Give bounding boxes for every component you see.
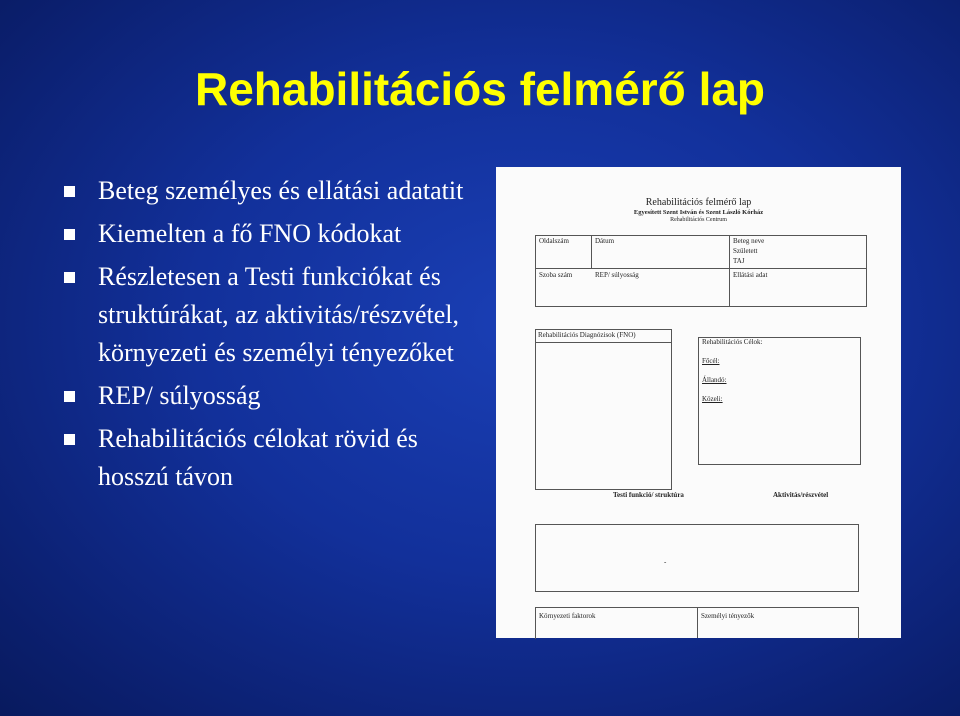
- divider: [535, 268, 866, 269]
- function-activity-box: [535, 524, 859, 592]
- szoba-szam-label: Szoba szám: [539, 271, 573, 279]
- divider: [697, 607, 698, 638]
- bullet-item: [62, 172, 482, 210]
- bullet-item: [62, 377, 482, 415]
- bullet-list: [62, 172, 482, 501]
- divider: [591, 235, 592, 269]
- taj-label: TAJ: [733, 257, 745, 265]
- bullet-item: [62, 420, 482, 496]
- bullet-item: [62, 215, 482, 253]
- kornyezeti-label: Környezeti faktorok: [539, 612, 596, 620]
- beteg-neve-label: Beteg neve: [733, 237, 765, 245]
- form-title: Rehabilitációs felmérő lap: [645, 197, 752, 208]
- szemelyi-label: Személyi tényezők: [701, 612, 755, 620]
- datum-label: Dátum: [595, 237, 615, 245]
- rep-sulyossag-label: REP/ súlyosság: [595, 271, 639, 279]
- aktivitas-label: Aktivitás/részvétel: [773, 491, 829, 499]
- kozeli-label: Közeli:: [702, 395, 723, 403]
- ellatasi-adat-label: Ellátási adat: [733, 271, 768, 279]
- square-bullet-icon: [64, 391, 75, 402]
- form-department: Rehabilitációs Centrum: [670, 217, 727, 223]
- focel-label: Főcél:: [702, 357, 720, 365]
- diagnosis-label: Rehabilitációs Diagnózisok (FNO): [538, 331, 636, 339]
- bullet-text: Kiemelten a fő FNO kódokat: [98, 219, 402, 248]
- goals-label: Rehabilitációs Célok:: [702, 338, 763, 346]
- divider: [729, 235, 730, 306]
- square-bullet-icon: [64, 229, 75, 240]
- divider: [535, 342, 671, 343]
- bullet-text: Beteg személyes és ellátási adatatit: [98, 176, 464, 205]
- square-bullet-icon: [64, 272, 75, 283]
- patient-data-box: [535, 235, 867, 307]
- form-hospital: Egyesített Szent István és Szent László Kórház: [633, 209, 764, 216]
- szuletett-label: Született: [733, 247, 758, 255]
- oldalszam-label: Oldalszám: [539, 237, 569, 245]
- testi-funkcio-label: Testi funkció/ struktúra: [613, 491, 684, 499]
- square-bullet-icon: [64, 434, 75, 445]
- bullet-text: Részletesen a Testi funkciókat és struktúrákat, az aktivitás/részvétel, környezeti és személyi tényezőket: [98, 262, 459, 367]
- mark-dot: -: [664, 558, 667, 566]
- square-bullet-icon: [64, 186, 75, 197]
- form-image: [496, 167, 901, 638]
- bullet-text: Rehabilitációs célokat rövid és hosszú távon: [98, 424, 418, 491]
- allando-label: Állandó:: [702, 376, 727, 384]
- slide-title: Rehabilitációs felmérő lap: [194, 63, 766, 115]
- bullet-item: [62, 258, 482, 372]
- diagnosis-box: [535, 329, 672, 490]
- bullet-text: REP/ súlyosság: [98, 381, 261, 410]
